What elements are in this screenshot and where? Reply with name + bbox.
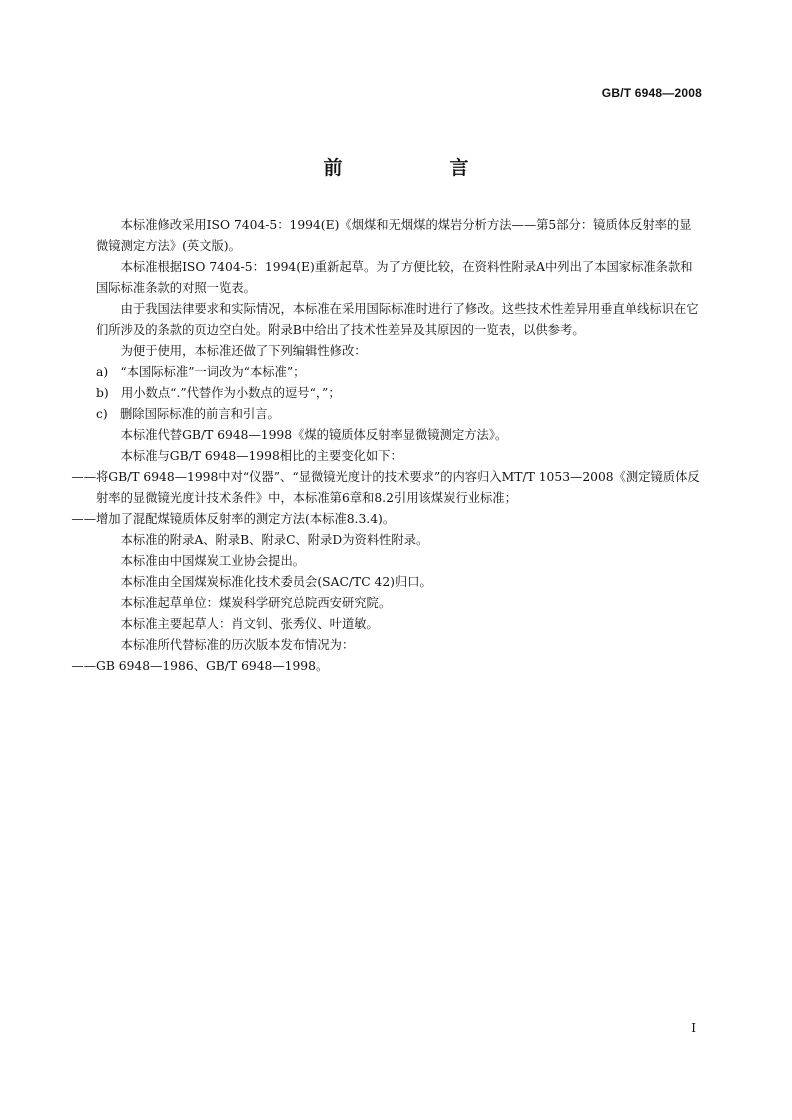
foreword-body bbox=[71, 215, 702, 677]
standard-code: GB/T 6948—2008 bbox=[601, 86, 702, 100]
paragraph: 本标准根据ISO 7404-5：1994(E)重新起草。为了方便比较，在资料性附录A中列出了本国家标准条款和国际标准条款的对照一览表。 bbox=[96, 260, 693, 295]
paragraph: 本标准由中国煤炭工业协会提出。 bbox=[120, 554, 306, 568]
paragraph: 本标准与GB/T 6948—1998相比的主要变化如下： bbox=[120, 449, 403, 463]
paragraph: 本标准代替GB/T 6948—1998《煤的镜质体反射率显微镜测定方法》。 bbox=[120, 428, 508, 442]
dash-item: ——将GB/T 6948—1998中对“仪器”、“显微镜光度计的技术要求”的内容归入MT/T 1053—2008《测定镜质体反射率的显微镜光度计技术条件》中，本标准第6章和8.2引用该煤炭行业标准； bbox=[71, 470, 700, 505]
paragraph: 本标准所代替标准的历次版本发布情况为： bbox=[120, 638, 355, 652]
dash-item: ——增加了混配煤镜质体反射率的测定方法(本标准8.3.4)。 bbox=[71, 512, 396, 526]
page-number: I bbox=[691, 1021, 696, 1035]
paragraph: 为便于使用，本标准还做了下列编辑性修改： bbox=[120, 344, 367, 358]
page-title: 前 言 bbox=[323, 157, 513, 179]
list-item: a) “本国际标准”一词改为“本标准”； bbox=[96, 365, 306, 379]
paragraph: 本标准修改采用ISO 7404-5：1994(E)《烟煤和无烟煤的煤岩分析方法——第5部分：镜质体反射率的显微镜测定方法》(英文版)。 bbox=[96, 218, 692, 253]
list-item: c) 删除国际标准的前言和引言。 bbox=[96, 407, 280, 421]
paragraph: 本标准的附录A、附录B、附录C、附录D为资料性附录。 bbox=[120, 533, 429, 547]
paragraph: 由于我国法律要求和实际情况，本标准在采用国际标准时进行了修改。这些技术性差异用垂直单线标识在它们所涉及的条款的页边空白处。附录B中给出了技术性差异及其原因的一览表，以供参考。 bbox=[96, 302, 699, 337]
paragraph: 本标准起草单位：煤炭科学研究总院西安研究院。 bbox=[120, 596, 392, 610]
dash-item: ——GB 6948—1986、GB/T 6948—1998。 bbox=[71, 659, 329, 673]
list-item: b) 用小数点“.”代替作为小数点的逗号“，”； bbox=[96, 386, 341, 400]
paragraph: 本标准由全国煤炭标准化技术委员会(SAC/TC 42)归口。 bbox=[120, 575, 432, 589]
paragraph: 本标准主要起草人：肖文钊、张秀仪、叶道敏。 bbox=[120, 617, 379, 631]
